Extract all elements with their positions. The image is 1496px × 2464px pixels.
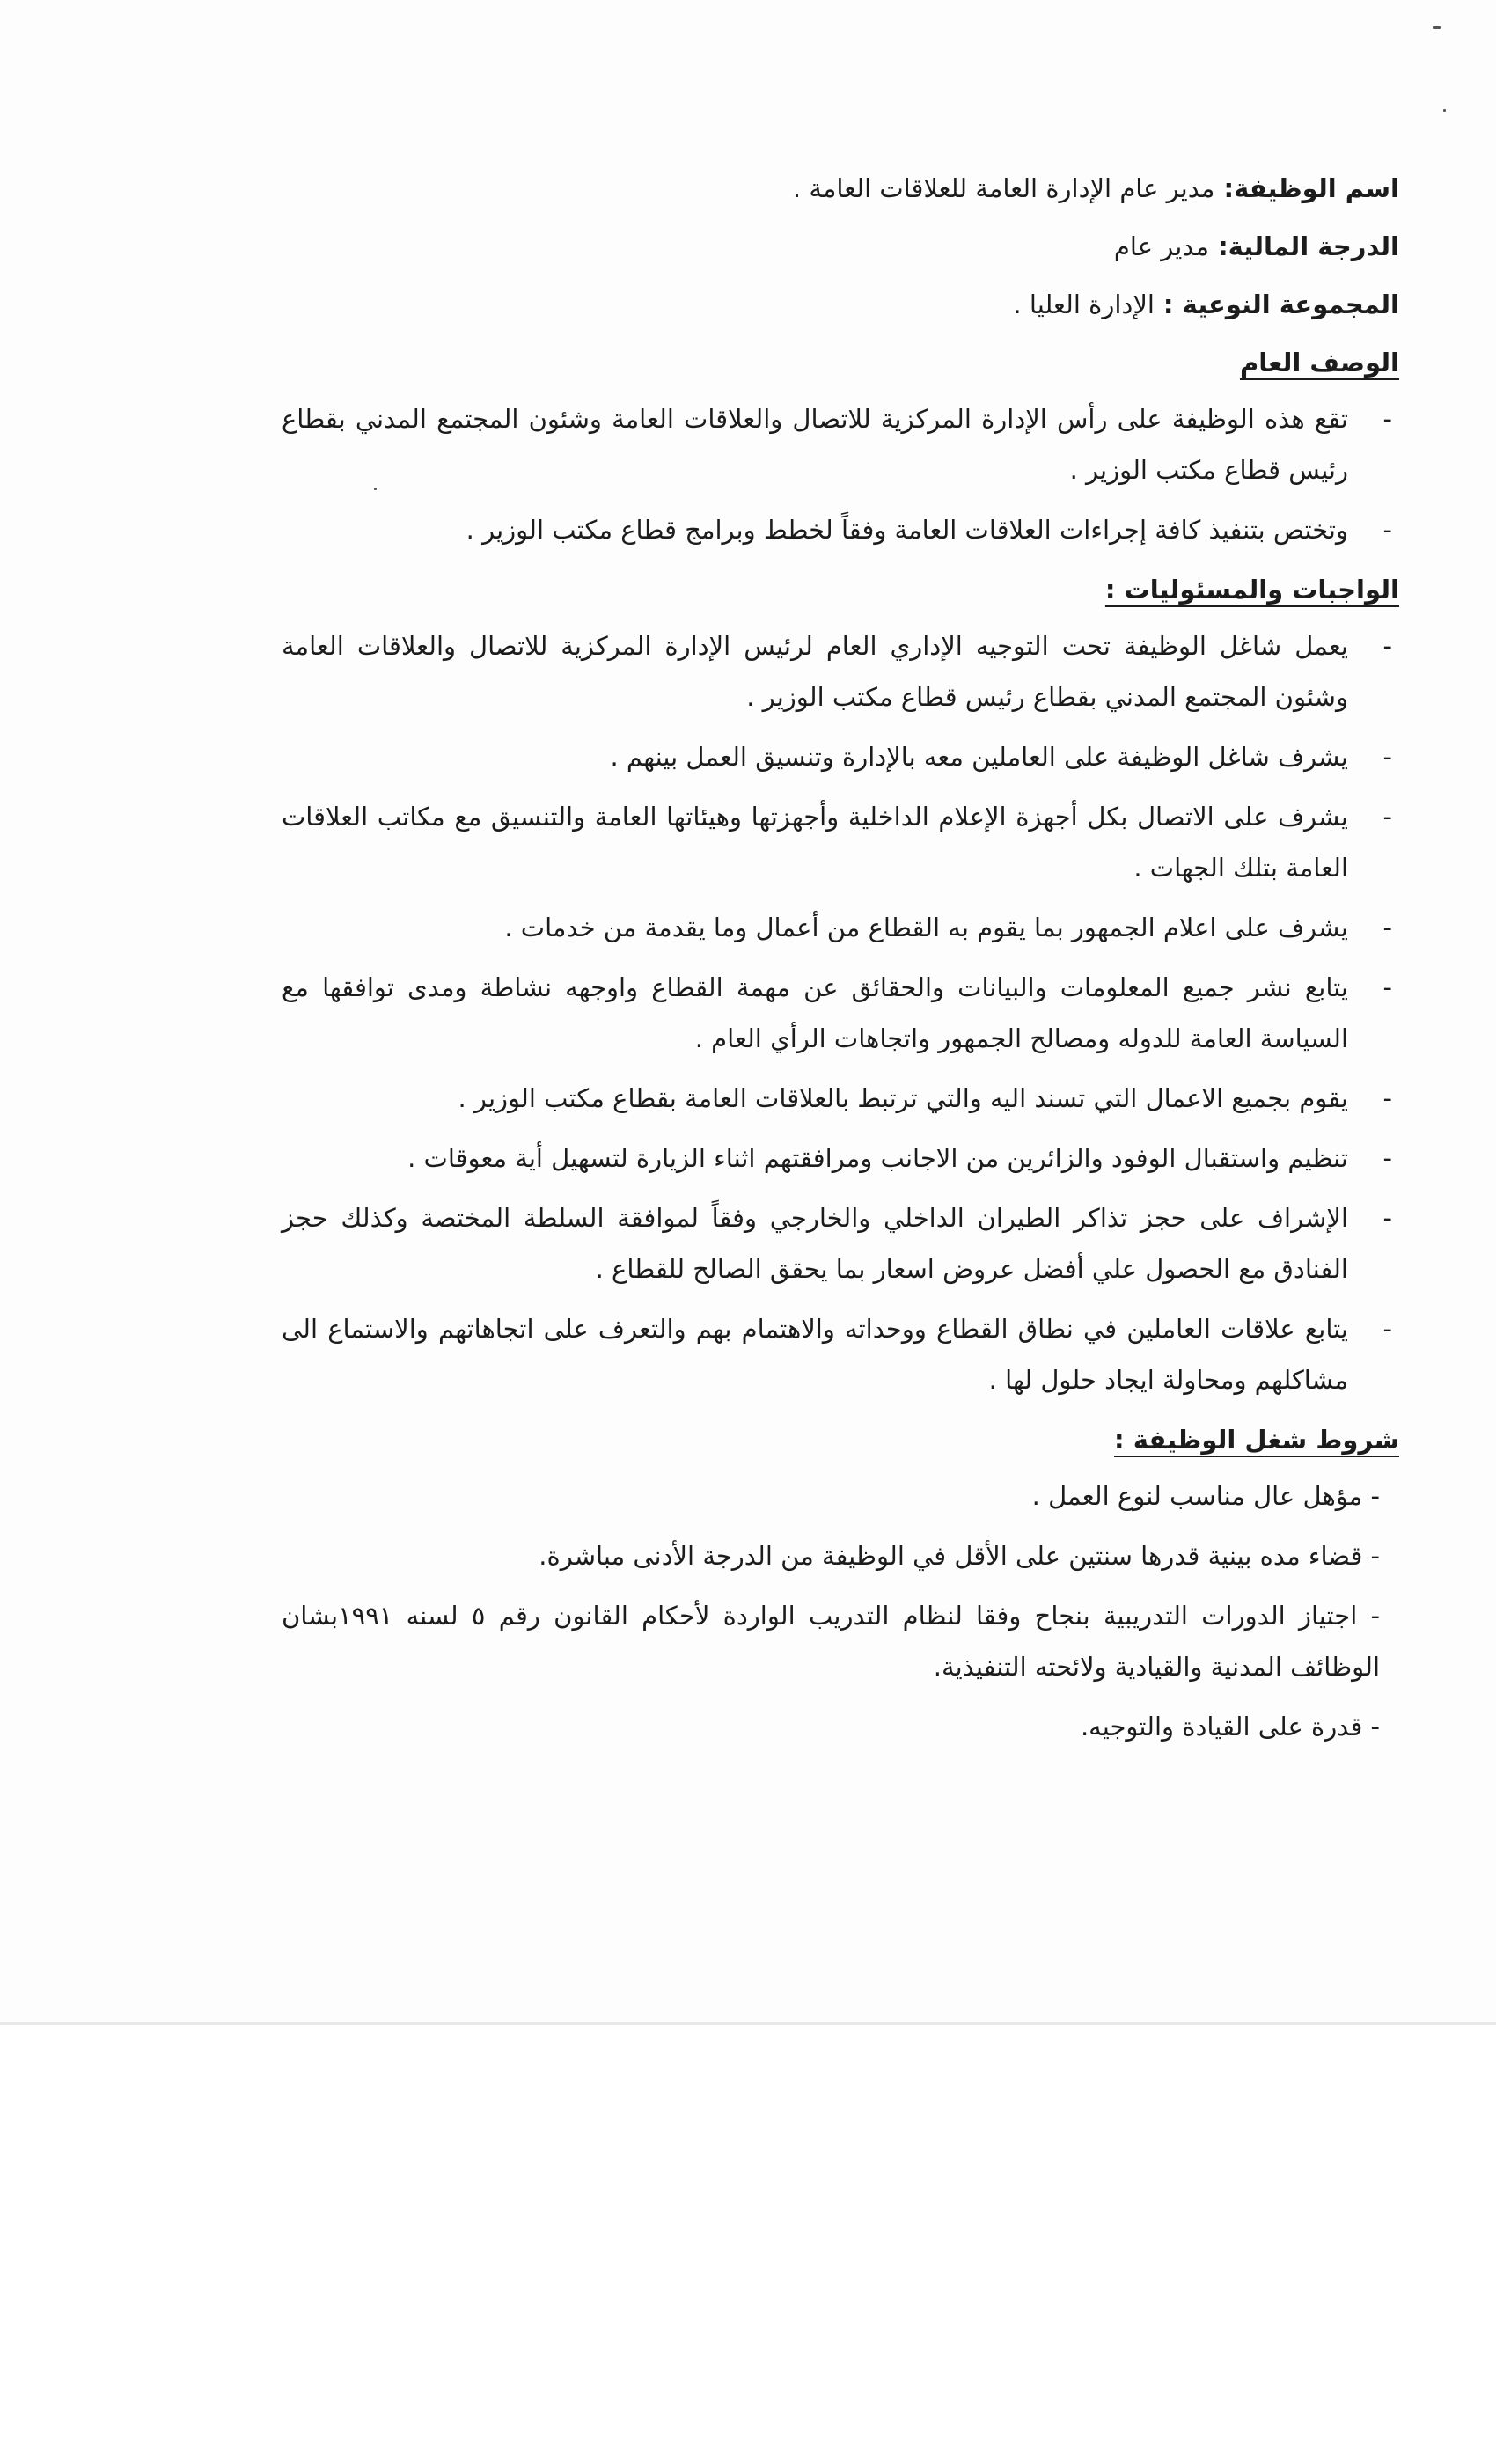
- conditions-heading: شروط شغل الوظيفة :: [1114, 1425, 1399, 1455]
- duties-list: [282, 620, 1399, 1405]
- document-body: [282, 163, 1399, 1761]
- field-value: مدير عام الإدارة العامة للعلاقات العامة .: [792, 173, 1215, 203]
- list-item: - يعمل شاغل الوظيفة تحت التوجيه الإداري العام لرئيس الإدارة المركزية للاتصال والعلاقات العامة وشئون المجتمع المدني بقطاع رئيس قطاع مكتب الوزير .: [282, 620, 1399, 722]
- list-item: - يقوم بجميع الاعمال التي تسند اليه والتي ترتبط بالعلاقات العامة بقطاع مكتب الوزير .: [282, 1073, 1399, 1124]
- field-value: الإدارة العليا .: [1013, 290, 1155, 319]
- field-value: مدير عام: [1113, 231, 1210, 261]
- field-label: اسم الوظيفة:: [1223, 173, 1399, 203]
- list-item: - تنظيم واستقبال الوفود والزائرين من الاجانب ومرافقتهم اثناء الزيارة لتسهيل أية معوقات .: [282, 1133, 1399, 1184]
- list-item: - يتابع نشر جميع المعلومات والبيانات والحقائق عن مهمة القطاع واوجهه نشاطة ومدى توافقها مع السياسة العامة للدوله ومصالح الجمهور واتجاهات الرأي العام .: [282, 962, 1399, 1064]
- scan-speck: [1443, 109, 1446, 112]
- financial-grade-field: [282, 221, 1399, 272]
- job-title-field: [282, 163, 1399, 214]
- scan-speck: [1433, 26, 1441, 29]
- general-description-list: [282, 393, 1399, 555]
- list-item: - تقع هذه الوظيفة على رأس الإدارة المركزية للاتصال والعلاقات العامة وشئون المجتمع المدني بقطاع رئيس قطاع مكتب الوزير .: [282, 393, 1399, 495]
- condition-item: - قضاء مده بينية قدرها سنتين على الأقل في الوظيفة من الدرجة الأدنى مباشرة.: [539, 1541, 1380, 1571]
- condition-item: - اجتياز الدورات التدريبية بنجاح وفقا لنظام التدريب الواردة لأحكام القانون رقم ٥ لسنه ١٩٩١بشان الوظائف المدنية والقيادية ولائحته التنفيذية.: [282, 1601, 1381, 1682]
- list-item: - يشرف على الاتصال بكل أجهزة الإعلام الداخلية وأجهزتها وهيئاتها العامة والتنسيق مع مكاتب العلاقات العامة بتلك الجهات .: [282, 791, 1399, 893]
- condition-item: - مؤهل عال مناسب لنوع العمل .: [1031, 1481, 1380, 1511]
- field-label: الدرجة المالية:: [1218, 231, 1399, 261]
- list-item: - يشرف شاغل الوظيفة على العاملين معه بالإدارة وتنسيق العمل بينهم .: [282, 731, 1399, 782]
- list-item: - يتابع علاقات العاملين في نطاق القطاع ووحداته والاهتمام بهم والتعرف على اتجاهاتهم والاستماع الى مشاكلهم ومحاولة ايجاد حلول لها .: [282, 1303, 1399, 1405]
- condition-item: - قدرة على القيادة والتوجيه.: [1080, 1712, 1380, 1742]
- field-label: المجموعة النوعية :: [1162, 290, 1399, 319]
- scan-edge: [0, 2022, 1496, 2025]
- group-field: [282, 279, 1399, 330]
- list-item: - يشرف على اعلام الجمهور بما يقوم به القطاع من أعمال وما يقدمة من خدمات .: [282, 902, 1399, 953]
- list-item: - وتختص بتنفيذ كافة إجراءات العلاقات العامة وفقاً لخطط وبرامج قطاع مكتب الوزير .: [282, 504, 1399, 555]
- duties-heading: الواجبات والمسئوليات :: [1104, 575, 1399, 605]
- general-description-heading: الوصف العام: [1239, 348, 1399, 378]
- list-item: - الإشراف على حجز تذاكر الطيران الداخلي والخارجي وفقاً لموافقة السلطة المختصة وكذلك حجز الفنادق مع الحصول علي أفضل عروض اسعار بما يحقق الصالح للقطاع .: [282, 1192, 1399, 1294]
- conditions-list: [282, 1470, 1399, 1752]
